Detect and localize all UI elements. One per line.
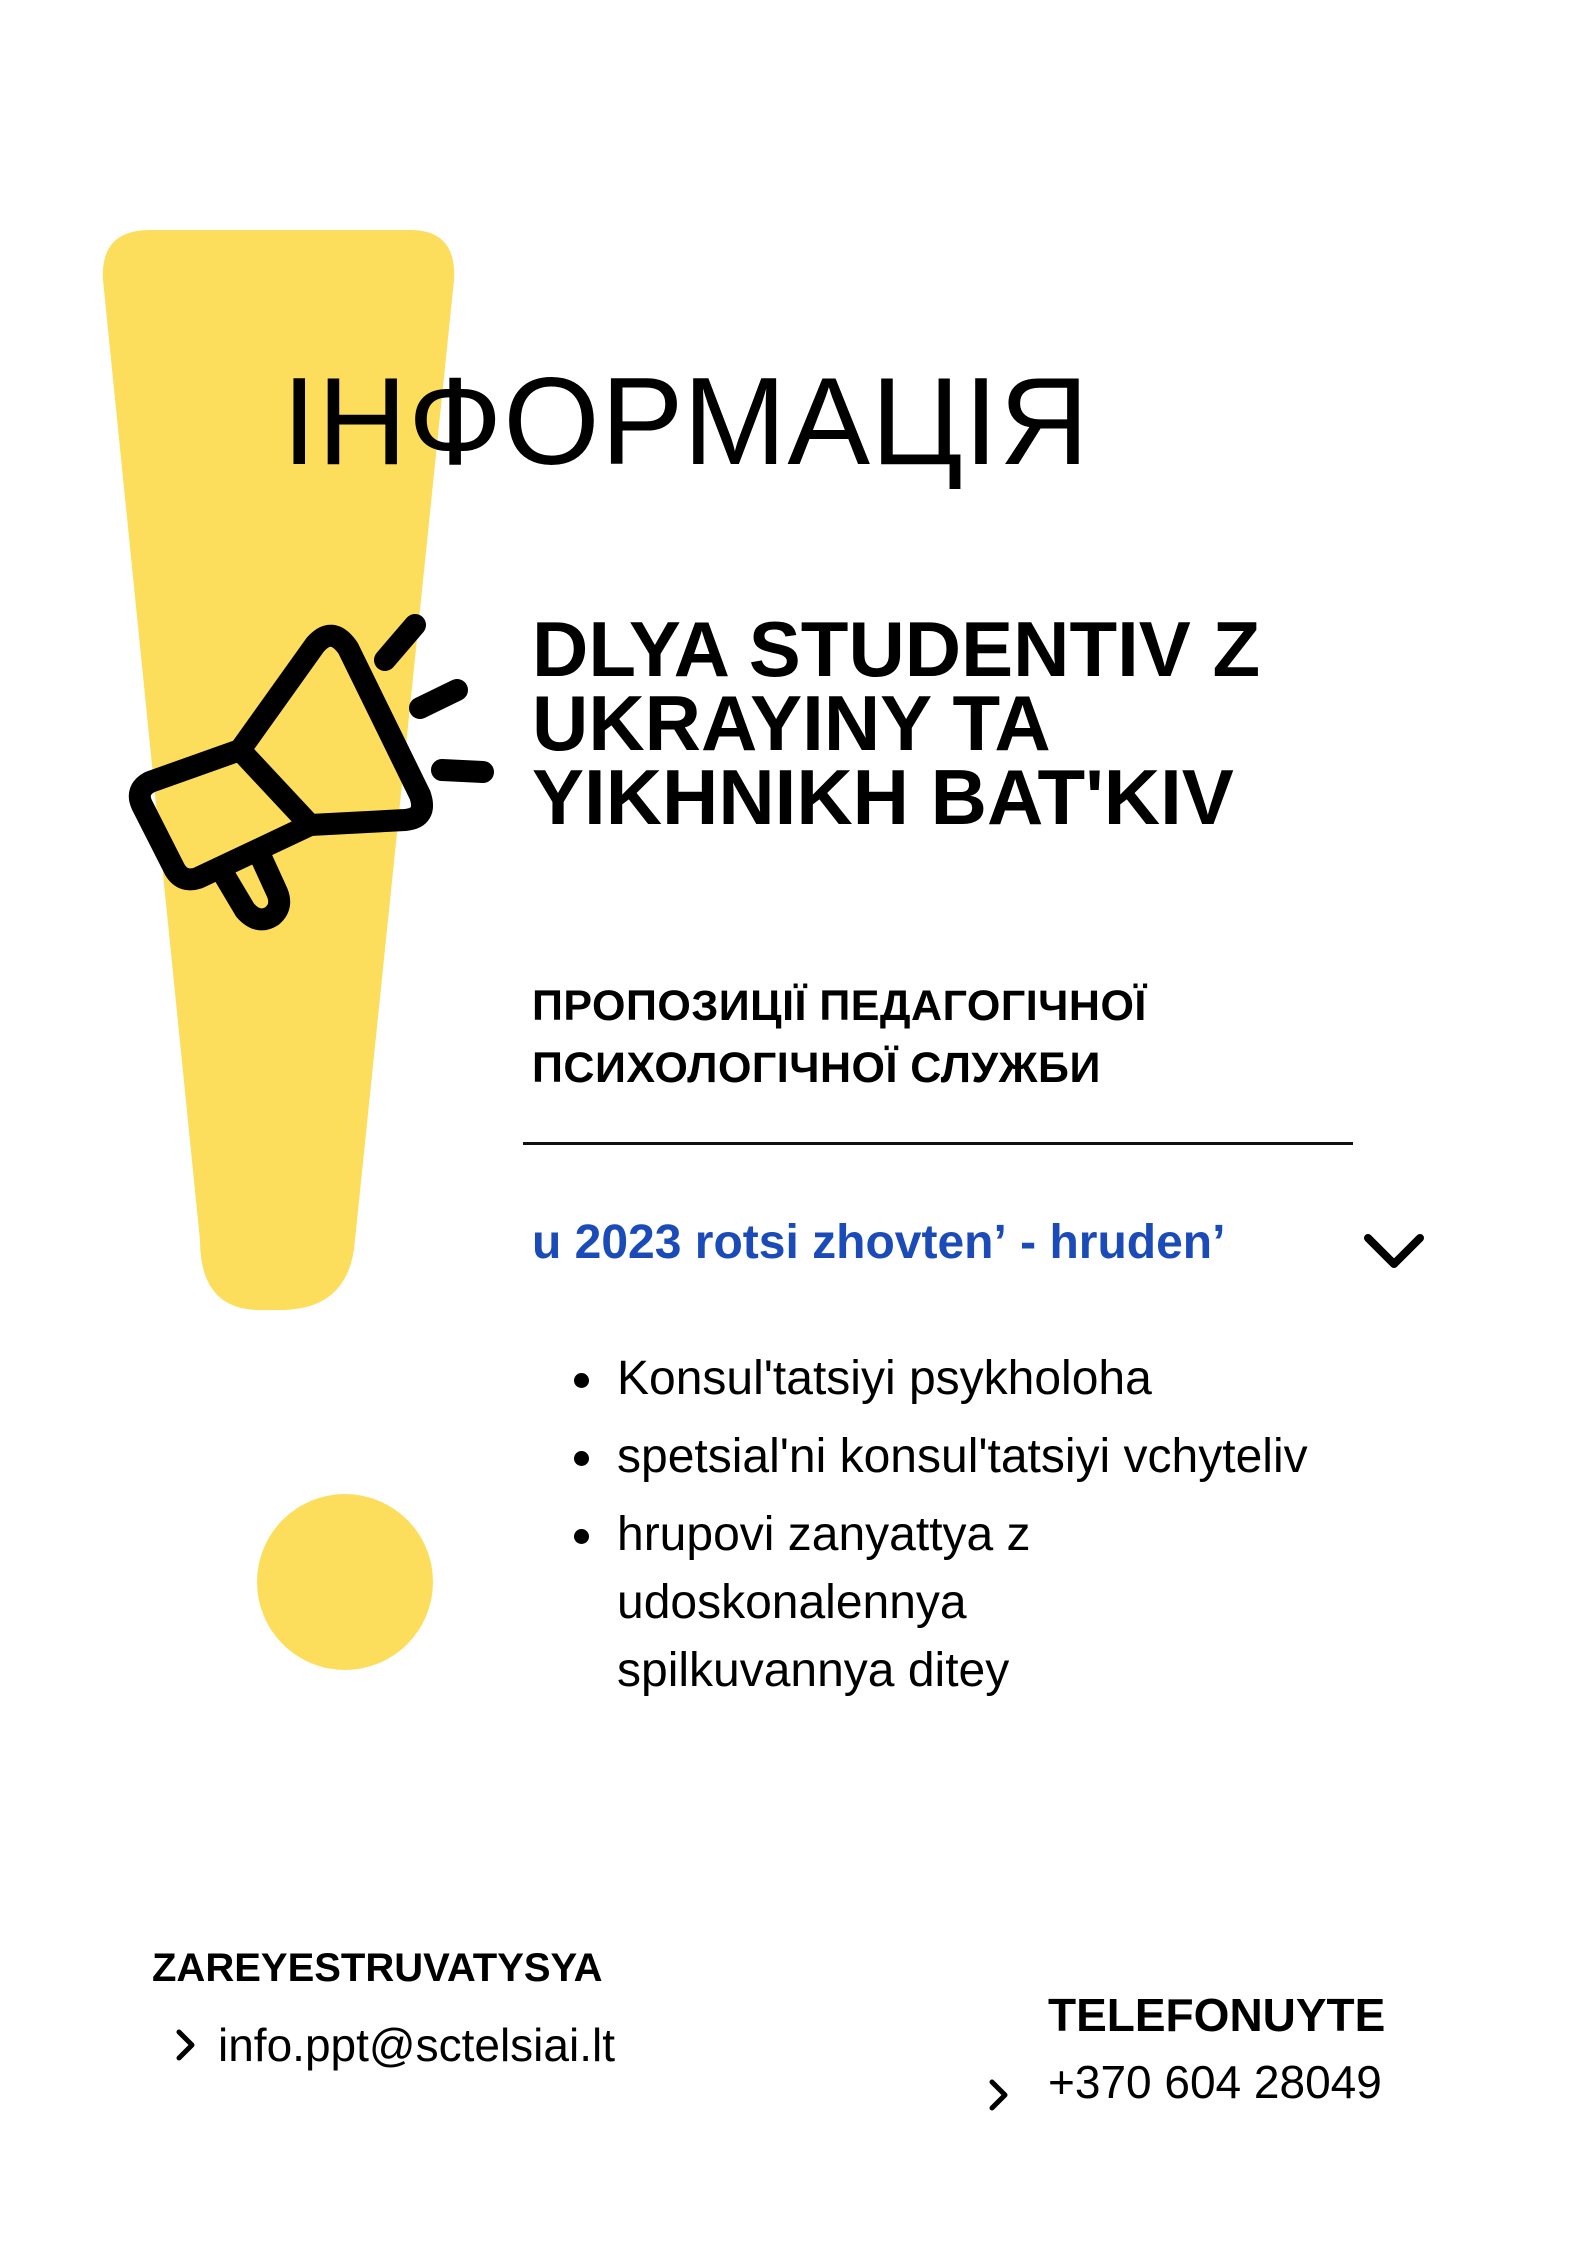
megaphone-icon: [120, 600, 520, 940]
services-heading: ПРОПОЗИЦІЇ ПЕДАГОГІЧНОЇ ПСИХОЛОГІЧНОЇ СЛУЖБИ: [532, 982, 1147, 1092]
period-text: u 2023 rotsi zhovtenʼ - hrudenʼ: [532, 1216, 1226, 1269]
services-list: [572, 1345, 1472, 1715]
divider: [523, 1142, 1353, 1145]
phone-number[interactable]: +370 604 28049: [1048, 2056, 1382, 2108]
chevron-right-icon: [175, 2028, 197, 2062]
exclamation-dot: [256, 1493, 434, 1671]
list-item: Konsulʹtatsiyi psykholoha: [572, 1345, 1472, 1413]
audience-heading: DLYA STUDENTIV Z UKRAYINY TA YIKHNIKH BATʹKIV: [532, 605, 1261, 841]
email-link[interactable]: info.ppt@sctelsiai.lt: [218, 2019, 615, 2071]
phone-label: TELEFONUYTE: [1048, 1989, 1386, 2041]
chevron-right-icon: [988, 2078, 1010, 2112]
chevron-down-icon: [1362, 1232, 1426, 1272]
register-label: ZAREYESTRUVATYSYA: [152, 1946, 603, 1990]
list-item: hrupovi zanyattya z udoskonalennya spilkuvannya ditey: [572, 1501, 1177, 1705]
list-item: spetsialʹni konsulʹtatsiyi vchyteliv: [572, 1423, 1317, 1491]
page-title: ІНФОРМАЦІЯ: [282, 353, 1090, 491]
